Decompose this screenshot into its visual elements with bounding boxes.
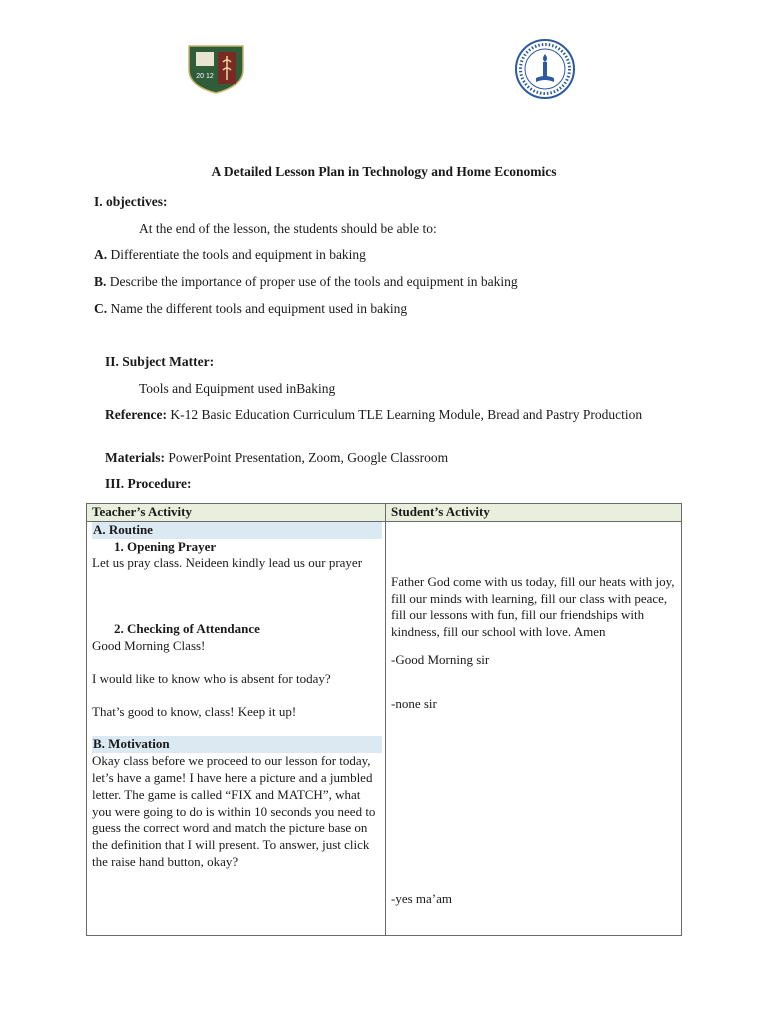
teacher-activity-header: Teacher’s Activity [87,504,386,522]
opening-prayer-heading: 1. Opening Prayer [114,538,217,554]
objectives-heading: I. objectives: [94,194,168,209]
materials-text: PowerPoint Presentation, Zoom, Google Classroom [164,450,449,465]
objectives-intro: At the end of the lesson, the students should be able to: [139,221,437,236]
procedure-heading: III. Procedure: [105,476,192,491]
motivation-text: Okay class before we proceed to our lesson for today, let’s have a game! I have here a picture and a jumbled letter. The game is called “FIX and MATCH”, what you were going to do is within 10 seconds you need to guess the correct word and match the picture base on the definition that I will present. To answer, just click the raise hand button, okay? [92,753,376,869]
subject-topic: Tools and Equipment used inBaking [139,381,336,396]
objective-letter: B. [94,274,107,289]
attendance-heading: 2. Checking of Attendance [114,621,260,637]
good-to-know-text: That’s good to know, class! Keep it up! [92,703,297,719]
student-okay-text: -yes ma’am [391,890,453,906]
reference-label: Reference: [105,407,167,422]
student-activity-header: Student’s Activity [386,504,682,522]
page-title: A Detailed Lesson Plan in Technology and Home Economics [211,164,557,179]
prayer-teacher-text: Let us pray class. Neideen kindly lead us our prayer [92,555,363,571]
objective-letter: A. [94,247,108,262]
procedure-table [86,503,682,936]
teacher-activity-cell [87,521,386,935]
institute-seal-logo [514,38,576,100]
student-prayer-text: Father God come with us today, fill our heats with joy, fill our minds with learning, fill our class with peace, fill our lessons with fun, fill our friendships with kindness, fill our school with love. Amen [391,573,675,640]
absent-question-text: I would like to know who is absent for today? [92,670,331,686]
objective-text: Describe the importance of proper use of the tools and equipment in baking [106,274,518,289]
materials-line [105,449,448,466]
student-activity-cell [386,521,682,935]
objective-text: Name the different tools and equipment used in baking [107,301,408,316]
routine-heading: A. Routine [92,522,382,539]
student-absent-text: -none sir [391,695,437,711]
reference-text: K-12 Basic Education Curriculum TLE Learning Module, Bread and Pastry Production [166,407,643,422]
subject-matter-heading: II. Subject Matter: [105,354,215,369]
reference-line [94,406,674,423]
objective-text: Differentiate the tools and equipment in baking [107,247,366,262]
greeting-text: Good Morning Class! [92,637,206,653]
objective-item-c [94,300,407,317]
objective-item-a [94,246,366,263]
objective-item-b [94,273,518,290]
table-header-row [87,504,682,522]
logo-year-text: 20 12 [196,73,214,80]
student-greeting-text: -Good Morning sir [391,651,490,667]
motivation-heading: B. Motivation [92,736,382,753]
table-row [87,521,682,935]
materials-label: Materials: [105,450,165,465]
school-shield-logo [186,44,246,94]
objective-letter: C. [94,301,108,316]
